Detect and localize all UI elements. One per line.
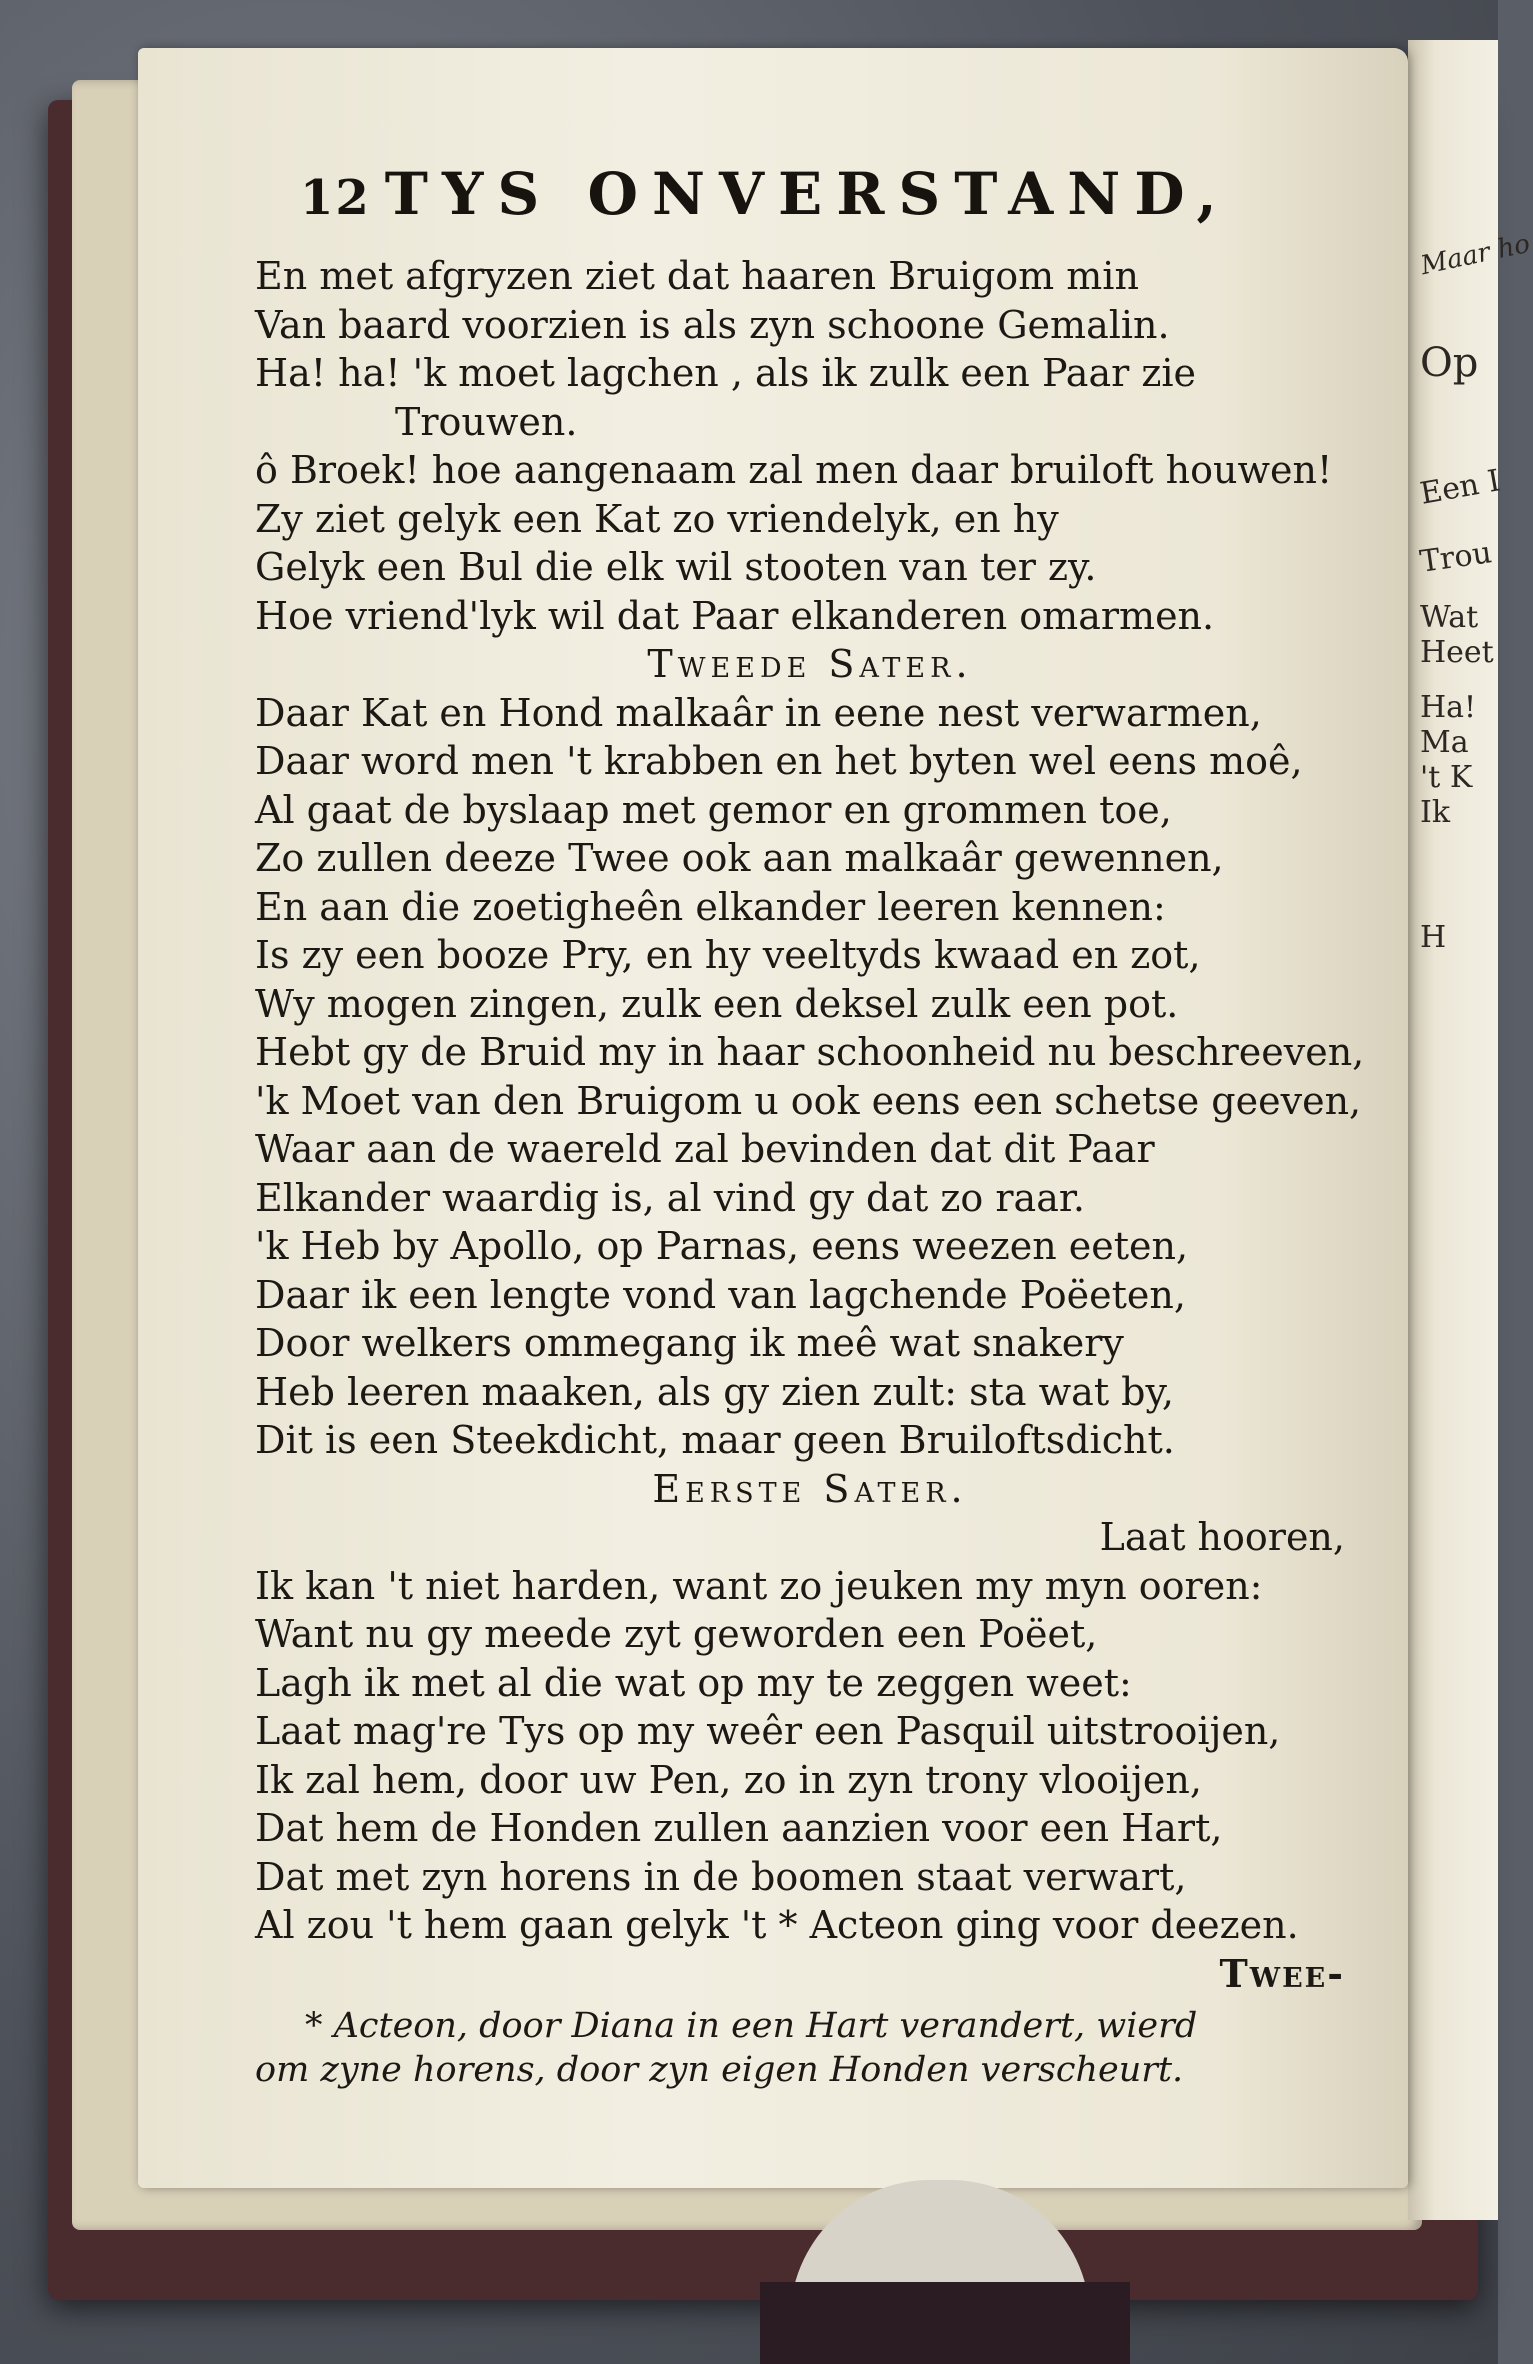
verse-text xyxy=(255,252,1365,2092)
verse-line: Al zou 't hem gaan gelyk 't * Acteon ging voor deezen. xyxy=(255,1903,1299,1947)
verse-line: Lagh ik met al die wat op my te zeggen weet: xyxy=(255,1660,1132,1705)
footnote-line: * Acteon, door Diana in een Hart verandert, wierd xyxy=(305,2006,1198,2046)
verse-line: Zy ziet gelyk een Kat zo vriendelyk, en hy xyxy=(255,496,1059,541)
footnote xyxy=(255,2004,1365,2092)
verse-line: Door welkers ommegang ik meê wat snakery xyxy=(255,1321,1124,1365)
next-page-text: Een I xyxy=(1417,463,1503,512)
verse-line: Gelyk een Bul die elk wil stooten van ter zy. xyxy=(255,545,1097,589)
verse-line: Ik kan 't niet harden, want zo jeuken my myn ooren: xyxy=(255,1563,1263,1608)
verse-line: Al gaat de byslaap met gemor en grommen toe, xyxy=(255,787,1172,832)
speaker-heading: Eerste Sater. xyxy=(652,1466,968,1511)
verse-line: Zo zullen deeze Twee ook aan malkaâr gewennen, xyxy=(255,836,1224,880)
next-page-text: Ik xyxy=(1420,795,1451,830)
verse-line: Daar word men 't krabben en het byten wel eens moê, xyxy=(255,739,1303,783)
verse-line: Is zy een booze Pry, en hy veeltyds kwaad en zot, xyxy=(255,933,1201,977)
verse-line: Dat met zyn horens in de boomen staat verwart, xyxy=(255,1854,1187,1899)
next-page-text: Op xyxy=(1420,340,1479,386)
speaker-heading: Tweede Sater. xyxy=(647,642,973,686)
bookmark-base xyxy=(760,2282,1130,2364)
verse-line: Hebt gy de Bruid my in haar schoonheid nu beschreeven, xyxy=(255,1030,1365,1074)
verse-line: Dit is een Steekdicht, maar geen Bruiloftsdicht. xyxy=(255,1418,1175,1462)
catchword: Twee- xyxy=(1219,1950,1345,1996)
verse-line: Want nu gy meede zyt geworden een Poëet, xyxy=(255,1612,1098,1656)
next-page-text: Trou xyxy=(1417,535,1494,580)
next-page-text: Ma xyxy=(1420,725,1469,760)
verse-line: Trouwen. xyxy=(395,399,578,444)
next-page-text: 't K xyxy=(1420,760,1473,795)
verse-line: Wy mogen zingen, zulk een deksel zulk een pot. xyxy=(255,981,1179,1026)
running-head-title: TYS ONVERSTAND, xyxy=(384,160,1231,228)
verse-line: Heb leeren maaken, als gy zien zult: sta wat by, xyxy=(255,1369,1174,1414)
verse-line: Waar aan de waereld zal bevinden dat dit Paar xyxy=(255,1127,1155,1171)
page-number: 12 xyxy=(300,170,371,226)
running-head xyxy=(300,160,1320,228)
next-page-text: Heet xyxy=(1420,635,1494,670)
verse-line: Hoe vriend'lyk wil dat Paar elkanderen omarmen. xyxy=(255,593,1215,638)
verse-line: Van baard voorzien is als zyn schoone Gemalin. xyxy=(255,302,1170,347)
verse-line: Dat hem de Honden zullen aanzien voor een Hart, xyxy=(255,1806,1223,1850)
footnote-line: om zyne horens, door zyn eigen Honden verscheurt. xyxy=(255,2050,1184,2090)
verse-line: Ha! ha! 'k moet lagchen , als ik zulk een Paar zie xyxy=(255,351,1197,395)
verse-line: 'k Moet van den Bruigom u ook eens een schetse geeven, xyxy=(255,1078,1362,1123)
next-page-fragment xyxy=(1408,40,1533,2220)
verse-line: Elkander waardig is, al vind gy dat zo raar. xyxy=(255,1175,1085,1220)
next-page-text: H xyxy=(1420,920,1447,955)
verse-line: 'k Heb by Apollo, op Parnas, eens weezen eeten, xyxy=(255,1224,1189,1268)
next-page-text: Maar ho xyxy=(1418,228,1533,282)
verse-line: Ik zal hem, door uw Pen, zo in zyn trony vlooijen, xyxy=(255,1757,1202,1802)
next-page-text: Ha! xyxy=(1420,690,1477,725)
verse-line: Laat mag're Tys op my weêr een Pasquil uitstrooijen, xyxy=(255,1709,1281,1753)
next-page-text: Wat xyxy=(1420,600,1479,635)
verse-line: En aan die zoetigheên elkander leeren kennen: xyxy=(255,884,1166,929)
verse-line: Daar Kat en Hond malkaâr in eene nest verwarmen, xyxy=(255,690,1262,735)
verse-line: ô Broek! hoe aangenaam zal men daar bruiloft houwen! xyxy=(255,448,1333,492)
verse-line: Laat hooren, xyxy=(1099,1515,1345,1559)
verse-line: Daar ik een lengte vond van lagchende Poëeten, xyxy=(255,1272,1186,1317)
verse-line: En met afgryzen ziet dat haaren Bruigom min xyxy=(255,254,1139,298)
